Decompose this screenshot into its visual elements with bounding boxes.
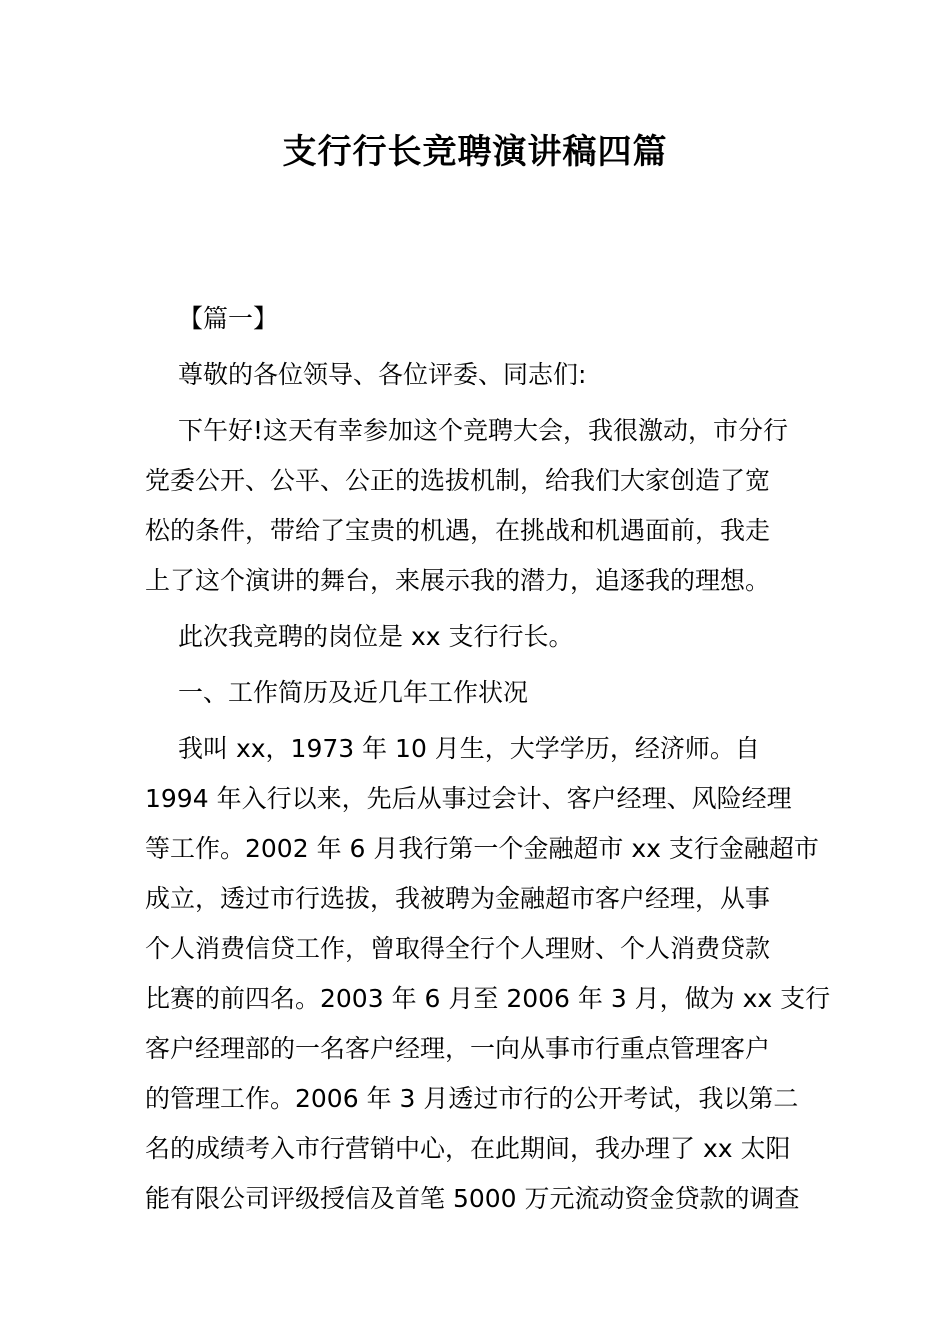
position-paragraph [145, 612, 810, 662]
text-line: 个人消费信贷工作，曾取得全行个人理财、个人消费贷款 [145, 934, 771, 963]
text-line: 【篇一】 [178, 304, 279, 333]
text-line: 尊敬的各位领导、各位评委、同志们: [178, 360, 587, 389]
text-line: 能有限公司评级授信及首笔 5000 万元流动资金贷款的调查 [145, 1184, 800, 1213]
text-line: 上了这个演讲的舞台，来展示我的潜力，追逐我的理想。 [145, 566, 771, 595]
document-title: 支行行长竞聘演讲稿四篇 [282, 132, 668, 172]
section-heading [145, 294, 810, 344]
text-line: 等工作。2002 年 6 月我行第一个金融超市 xx 支行金融超市 [145, 834, 819, 863]
text-line: 名的成绩考入市行营销中心，在此期间，我办理了 xx 太阳 [145, 1134, 791, 1163]
text-line: 党委公开、公平、公正的选拔机制，给我们大家创造了宽 [145, 466, 771, 495]
text-line: 比赛的前四名。2003 年 6 月至 2006 年 3 月，做为 xx 支行 [145, 984, 831, 1013]
text-line: 一、工作简历及近几年工作状况 [178, 678, 529, 707]
text-line: 客户经理部的一名客户经理，一向从事市行重点管理客户 [145, 1034, 771, 1063]
text-line: 1994 年入行以来，先后从事过会计、客户经理、风险经理 [145, 784, 792, 813]
resume-paragraph [145, 724, 831, 1224]
salutation-paragraph [145, 350, 810, 400]
subsection-heading [145, 668, 810, 718]
greeting-paragraph [145, 406, 810, 606]
text-line: 下午好!这天有幸参加这个竞聘大会，我很激动，市分行 [178, 416, 789, 445]
document-body [145, 294, 831, 1230]
text-line: 成立，透过市行选拔，我被聘为金融超市客户经理，从事 [145, 884, 771, 913]
text-line: 松的条件，带给了宝贵的机遇，在挑战和机遇面前，我走 [145, 516, 771, 545]
text-line: 我叫 xx，1973 年 10 月生，大学学历，经济师。自 [178, 734, 760, 763]
text-line: 此次我竞聘的岗位是 xx 支行行长。 [178, 622, 574, 651]
text-line: 的管理工作。2006 年 3 月透过市行的公开考试，我以第二 [145, 1084, 799, 1113]
